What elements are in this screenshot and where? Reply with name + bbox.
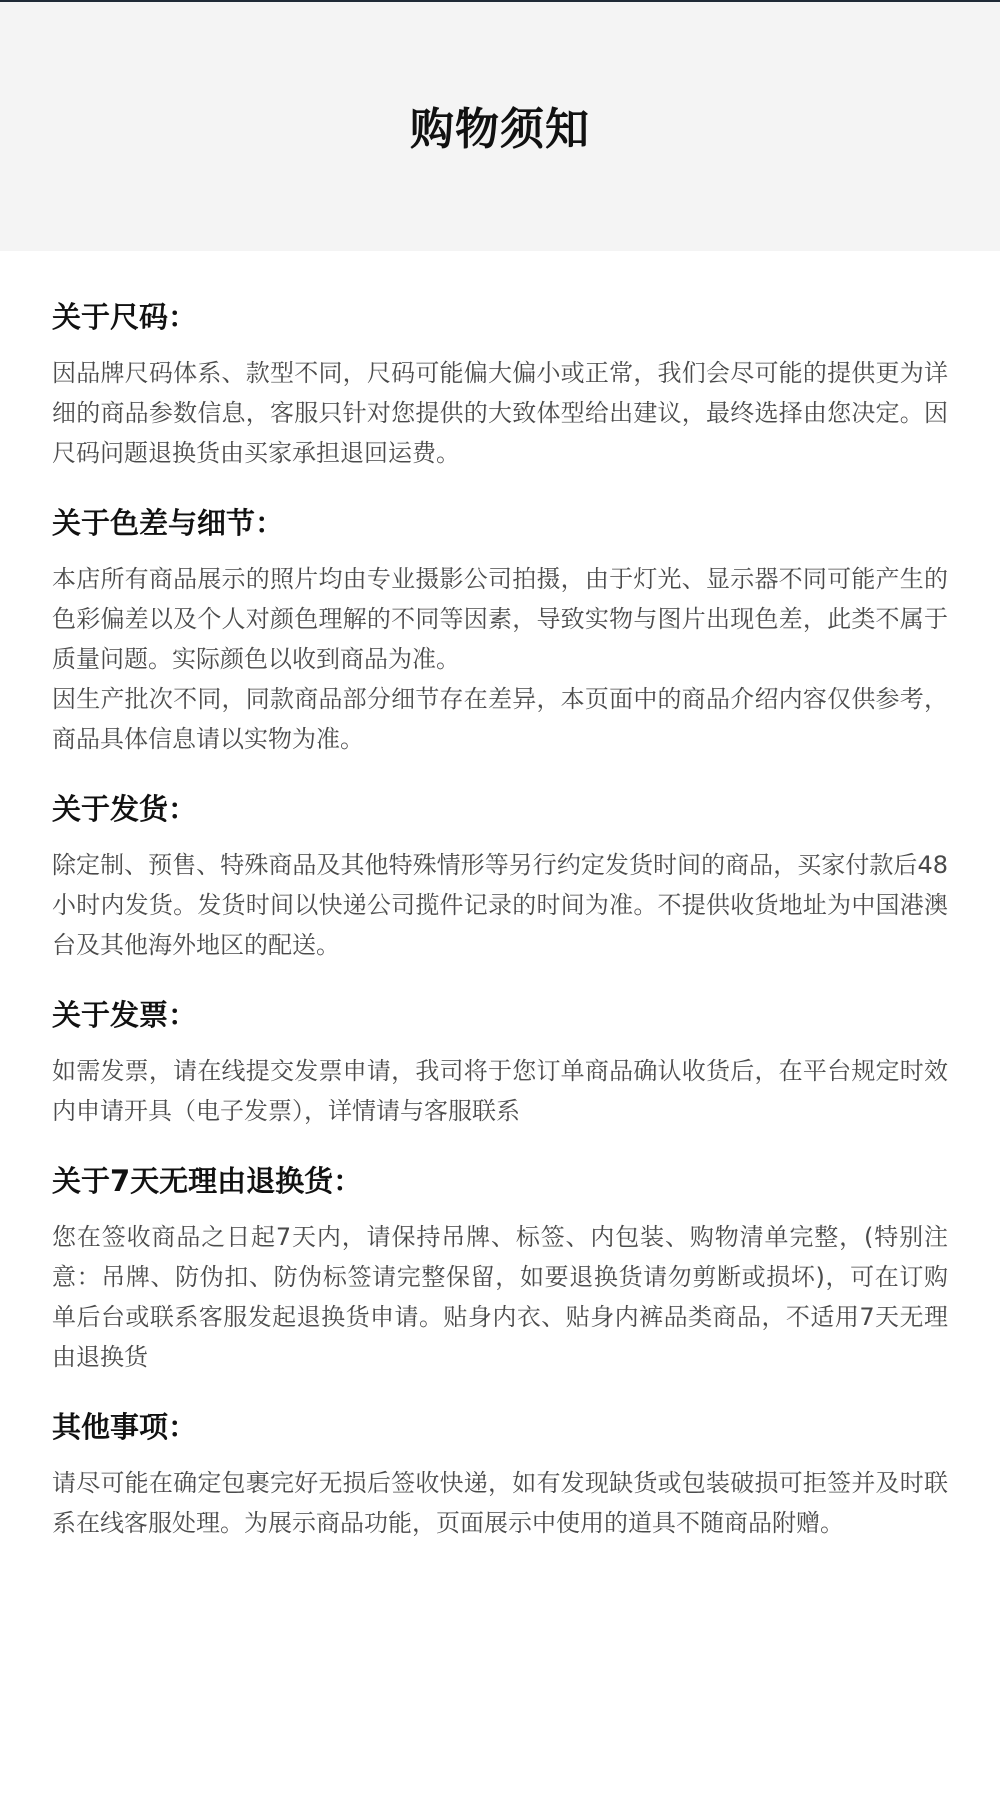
section-shipping [52, 789, 948, 965]
section-heading-returns: 关于7天无理由退换货： [52, 1164, 363, 1198]
section-heading-other: 其他事项： [52, 1410, 198, 1444]
notice-content [0, 251, 1000, 1543]
page-header [0, 2, 1000, 251]
page-title: 购物须知 [410, 103, 590, 155]
section-heading-color-detail: 关于色差与细节： [52, 506, 285, 540]
section-size [52, 297, 948, 473]
section-text-returns: 您在签收商品之日起7天内，请保持吊牌、标签、内包装、购物清单完整，(特别注意：吊牌、防伪扣、防伪标签请完整保留，如要退换货请勿剪断或损坏)，可在订购单后台或联系客服发起退换货申请。贴身内衣、贴身内裤品类商品，不适用7天无理由退换货 [52, 1223, 948, 1371]
section-text-color-detail: 本店所有商品展示的照片均由专业摄影公司拍摄，由于灯光、显示器不同可能产生的色彩偏差以及个人对颜色理解的不同等因素，导致实物与图片出现色差，此类不属于质量问题。实际颜色以收到商品为准。 [52, 565, 948, 673]
section-text-batch-detail: 因生产批次不同，同款商品部分细节存在差异，本页面中的商品介绍内容仅供参考，商品具体信息请以实物为准。 [52, 685, 948, 753]
section-heading-size: 关于尺码： [52, 300, 198, 334]
section-text-invoice: 如需发票，请在线提交发票申请，我司将于您订单商品确认收货后，在平台规定时效内申请开具（电子发票），详情请与客服联系 [52, 1057, 948, 1125]
section-invoice [52, 995, 948, 1131]
section-other [52, 1407, 948, 1543]
section-returns [52, 1161, 948, 1377]
section-color-detail [52, 503, 948, 759]
section-heading-shipping: 关于发货： [52, 792, 198, 826]
section-text-shipping: 除定制、预售、特殊商品及其他特殊情形等另行约定发货时间的商品，买家付款后48小时内发货。发货时间以快递公司揽件记录的时间为准。不提供收货地址为中国港澳台及其他海外地区的配送。 [52, 851, 948, 959]
section-heading-invoice: 关于发票： [52, 998, 198, 1032]
section-text-size: 因品牌尺码体系、款型不同，尺码可能偏大偏小或正常，我们会尽可能的提供更为详细的商品参数信息，客服只针对您提供的大致体型给出建议，最终选择由您决定。因尺码问题退换货由买家承担退回运费。 [52, 359, 948, 467]
section-text-other: 请尽可能在确定包裹完好无损后签收快递，如有发现缺货或包装破损可拒签并及时联系在线客服处理。为展示商品功能，页面展示中使用的道具不随商品附赠。 [52, 1469, 948, 1537]
